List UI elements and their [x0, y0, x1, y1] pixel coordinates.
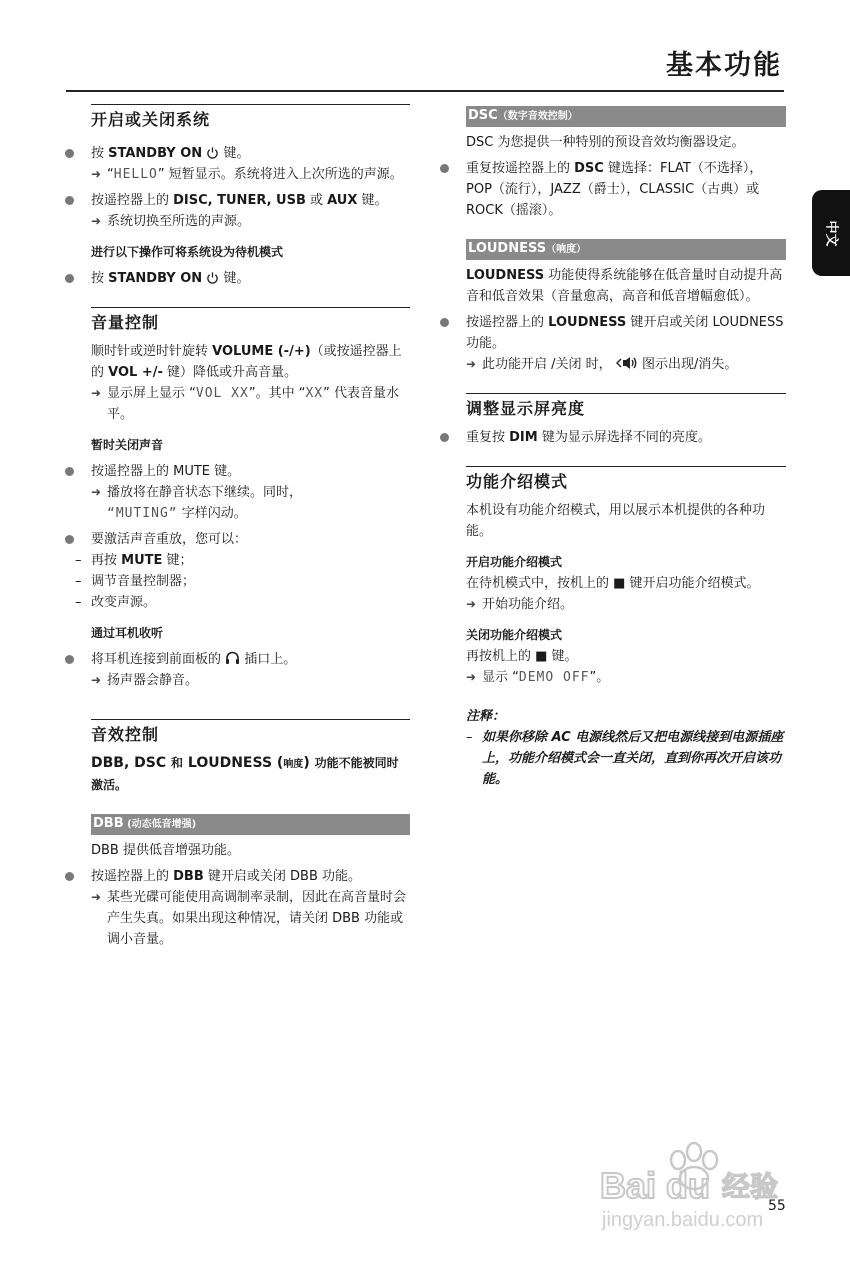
section-sound: [91, 719, 410, 950]
note-label: 注释：: [466, 709, 506, 724]
demo-off-paragraph: 再按机上的 ■ 键。: [466, 649, 578, 664]
subhead-headphones: 通过耳机收听: [91, 626, 164, 640]
bullet-dbb: 按遥控器上的 DBB 键开启或关闭 DBB 功能。: [91, 866, 410, 887]
option-adjust-volume: – 调节音量控制器；: [75, 571, 410, 592]
note-volume-display: ➜ 显示屏上显示 “VOL XX”。其中 “XX” 代表音量水平。: [91, 383, 410, 425]
power-icon: [206, 271, 219, 284]
subhead-mute: 暂时关闭声音: [91, 438, 164, 452]
watermark-brand-du: du: [666, 1165, 710, 1206]
section-loudness: [466, 239, 786, 375]
watermark-brand: Bai: [600, 1165, 657, 1206]
page-number: 55: [768, 1198, 786, 1214]
option-change-source: – 改变声源。: [75, 592, 410, 613]
watermark-url: jingyan.baidu.com: [602, 1209, 764, 1231]
dsc-header: DSC（数字音效控制）: [466, 106, 786, 127]
loudness-icon: [616, 356, 638, 370]
bullet-mute: 按遥控器上的 MUTE 键。: [91, 461, 410, 482]
bullet-headphones: 将耳机连接到前面板的 插口上。: [91, 649, 410, 670]
bullet-dsc: 重复按遥控器上的 DSC 键选择：FLAT（不选择），POP（流行），JAZZ（爵士），CLASSIC（古典）或 ROCK（摇滚）。: [466, 158, 786, 221]
note-muting: ➜ 播放将在静音状态下继续。同时， “MUTING” 字样闪动。: [91, 482, 410, 524]
note-demo-start: ➜ 开始功能介绍。: [466, 594, 786, 615]
language-tab: [812, 190, 850, 276]
page-title: 基本功能: [666, 50, 782, 81]
note-hello-display: ➜ “HELLO” 短暂显示。系统将进入上次所选的声源。: [91, 164, 410, 185]
baidu-watermark: [598, 1138, 804, 1234]
option-press-mute: – 再按 MUTE 键；: [75, 550, 410, 571]
note-loudness-icon: ➜ 此功能开启 /关闭 时， 图示出现/消失。: [466, 354, 786, 375]
language-tab-label: 中文: [823, 219, 839, 247]
dbb-paragraph: DBB 提供低音增强功能。: [91, 843, 240, 858]
section-demo: [466, 466, 786, 790]
bullet-standby: 按 STANDBY ON 键。: [91, 268, 410, 289]
power-icon: [206, 146, 219, 159]
watermark-suffix: 经验: [722, 1170, 779, 1203]
note-speaker-mute: ➜ 扬声器会静音。: [91, 670, 410, 691]
bullet-loudness: 按遥控器上的 LOUDNESS 键开启或关闭 LOUDNESS 功能。: [466, 312, 786, 354]
heading-volume: 音量控制: [91, 307, 410, 336]
section-power: [91, 104, 410, 289]
left-column: [91, 104, 410, 950]
note-dbb-distortion: ➜ 某些光碟可能使用高调制率录制，因此在高音量时会产生失真。如果出现这种情况，请关闭 DBB 功能或调小音量。: [91, 887, 410, 950]
heading-power: 开启或关闭系统: [91, 104, 410, 133]
lcd-xx: XX: [305, 386, 324, 401]
bullet-source-keys: 按遥控器上的 DISC, TUNER, USB 或 AUX 键。: [91, 190, 410, 211]
lcd-muting: “MUTING”: [107, 506, 178, 521]
volume-paragraph: 顺时针或逆时针旋转 VOLUME (-/+)（或按遥控器上的 VOL +/- 键）降低或升高音量。: [91, 344, 402, 380]
bullet-restore-sound: 要激活声音重放，您可以：: [91, 529, 410, 550]
sound-exclusive-note: DBB, DSC 和 LOUDNESS (响度) 功能不能被同时激活。: [91, 755, 399, 792]
dsc-paragraph: DSC 为您提供一种特别的预设音效均衡器设定。: [466, 135, 745, 150]
subhead-demo-on: 开启功能介绍模式: [466, 555, 563, 569]
right-column: [466, 106, 786, 790]
bullet-dim: 重复按 DIM 键为显示屏选择不同的亮度。: [466, 427, 786, 448]
note-demo-off-display: ➜ 显示 “DEMO OFF”。: [466, 667, 786, 688]
section-volume: [91, 307, 410, 691]
note-ac-power: – 如果你移除 AC 电源线然后又把电源线接到电源插座上，功能介绍模式会一直关闭，直到你再次开启该功能。: [466, 727, 786, 790]
bullet-standby-on: 按 STANDBY ON 键。: [91, 143, 410, 164]
section-dsc: [466, 106, 786, 221]
heading-sound: 音效控制: [91, 719, 410, 748]
dbb-header: DBB (动态低音增强): [91, 814, 410, 835]
subhead-standby: 进行以下操作可将系统设为待机模式: [91, 245, 284, 259]
headphones-icon: [225, 651, 240, 665]
heading-demo: 功能介绍模式: [466, 466, 786, 495]
lcd-hello: HELLO: [113, 167, 158, 182]
lcd-vol: VOL XX: [195, 386, 249, 401]
note-source-switch: ➜ 系统切换至所选的声源。: [91, 211, 410, 232]
heading-dim: 调整显示屏亮度: [466, 393, 786, 422]
lcd-demo-off: DEMO OFF: [518, 670, 590, 685]
title-rule: [66, 90, 784, 92]
subhead-demo-off: 关闭功能介绍模式: [466, 628, 563, 642]
demo-paragraph: 本机设有功能介绍模式，用以展示本机提供的各种功能。: [466, 503, 766, 539]
loudness-paragraph: LOUDNESS 功能使得系统能够在低音量时自动提升高音和低音效果（音量愈高，高音和低音增幅愈低）。: [466, 268, 783, 304]
demo-on-paragraph: 在待机模式中，按机上的 ■ 键开启功能介绍模式。: [466, 576, 760, 591]
loudness-header: LOUDNESS（响度）: [466, 239, 786, 260]
section-dim: [466, 393, 786, 448]
